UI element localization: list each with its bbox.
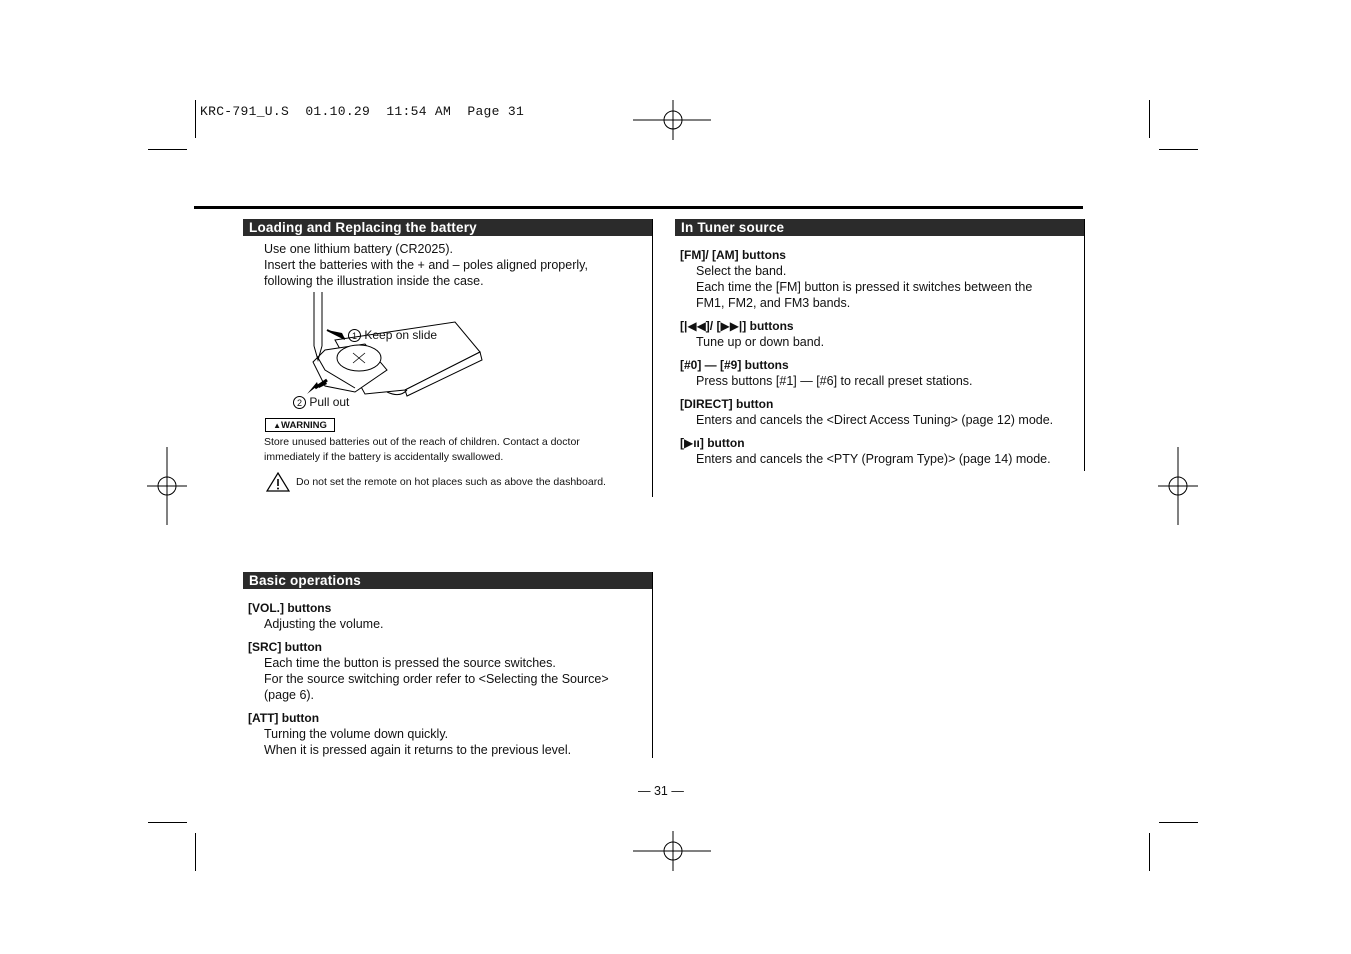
tuner-item-fm-am: [FM]/ [AM] buttons Select the band. Each time the [FM] button is pressed it switches between the FM1, FM2, and FM3 bands. xyxy=(680,248,1033,311)
registration-mark-bottom xyxy=(633,831,713,873)
basic-item-vol: [VOL.] buttons Adjusting the volume. xyxy=(248,601,384,631)
page-number: — 31 — xyxy=(638,784,684,798)
registration-mark-left xyxy=(147,447,189,527)
section-heading-battery: Loading and Replacing the battery xyxy=(243,219,653,236)
section-heading-basic: Basic operations xyxy=(243,572,653,589)
warning-text: Store unused batteries out of the reach of children. Contact a doctor immediately if the battery is accidentally swallowed. xyxy=(264,436,580,463)
tuner-item-seek: [|◀◀]/ [▶▶|] buttons Tune up or down band. xyxy=(680,319,825,349)
section-border-basic xyxy=(652,572,653,758)
caution-icon xyxy=(266,472,290,492)
caution-text: Do not set the remote on hot places such as above the dashboard. xyxy=(296,476,606,488)
label-keep-on-slide: 1 Keep on slide xyxy=(348,328,437,342)
basic-item-att: [ATT] button Turning the volume down quickly. When it is pressed again it returns to the previous level. xyxy=(248,711,572,758)
basic-item-src: [SRC] button Each time the button is pressed the source switches. For the source switching order refer to <Selecting the Source> (page 6). xyxy=(248,640,609,703)
battery-instructions: Use one lithium battery (CR2025). Insert the batteries with the + and – poles aligned properly, following the illustration inside the case. xyxy=(264,242,588,289)
section-heading-tuner: In Tuner source xyxy=(675,219,1085,236)
tuner-item-pty: [▶ıı] button Enters and cancels the <PTY (Program Type)> (page 14) mode. xyxy=(680,436,1051,466)
tuner-item-direct: [DIRECT] button Enters and cancels the <Direct Access Tuning> (page 12) mode. xyxy=(680,397,1054,427)
registration-mark-right xyxy=(1158,447,1200,527)
top-rule xyxy=(194,206,1083,209)
label-pull-out: 2 Pull out xyxy=(293,395,349,409)
warning-badge: ▲WARNING xyxy=(265,418,335,432)
section-border-battery xyxy=(652,219,653,497)
warning-triangle-icon: ▲ xyxy=(273,421,281,430)
section-border-tuner xyxy=(1084,219,1085,471)
print-slug: KRC-791_U.S 01.10.29 11:54 AM Page 31 xyxy=(200,104,525,119)
registration-mark-top xyxy=(633,100,713,142)
tuner-item-presets: [#0] — [#9] buttons Press buttons [#1] — [#6] to recall preset stations. xyxy=(680,358,973,388)
